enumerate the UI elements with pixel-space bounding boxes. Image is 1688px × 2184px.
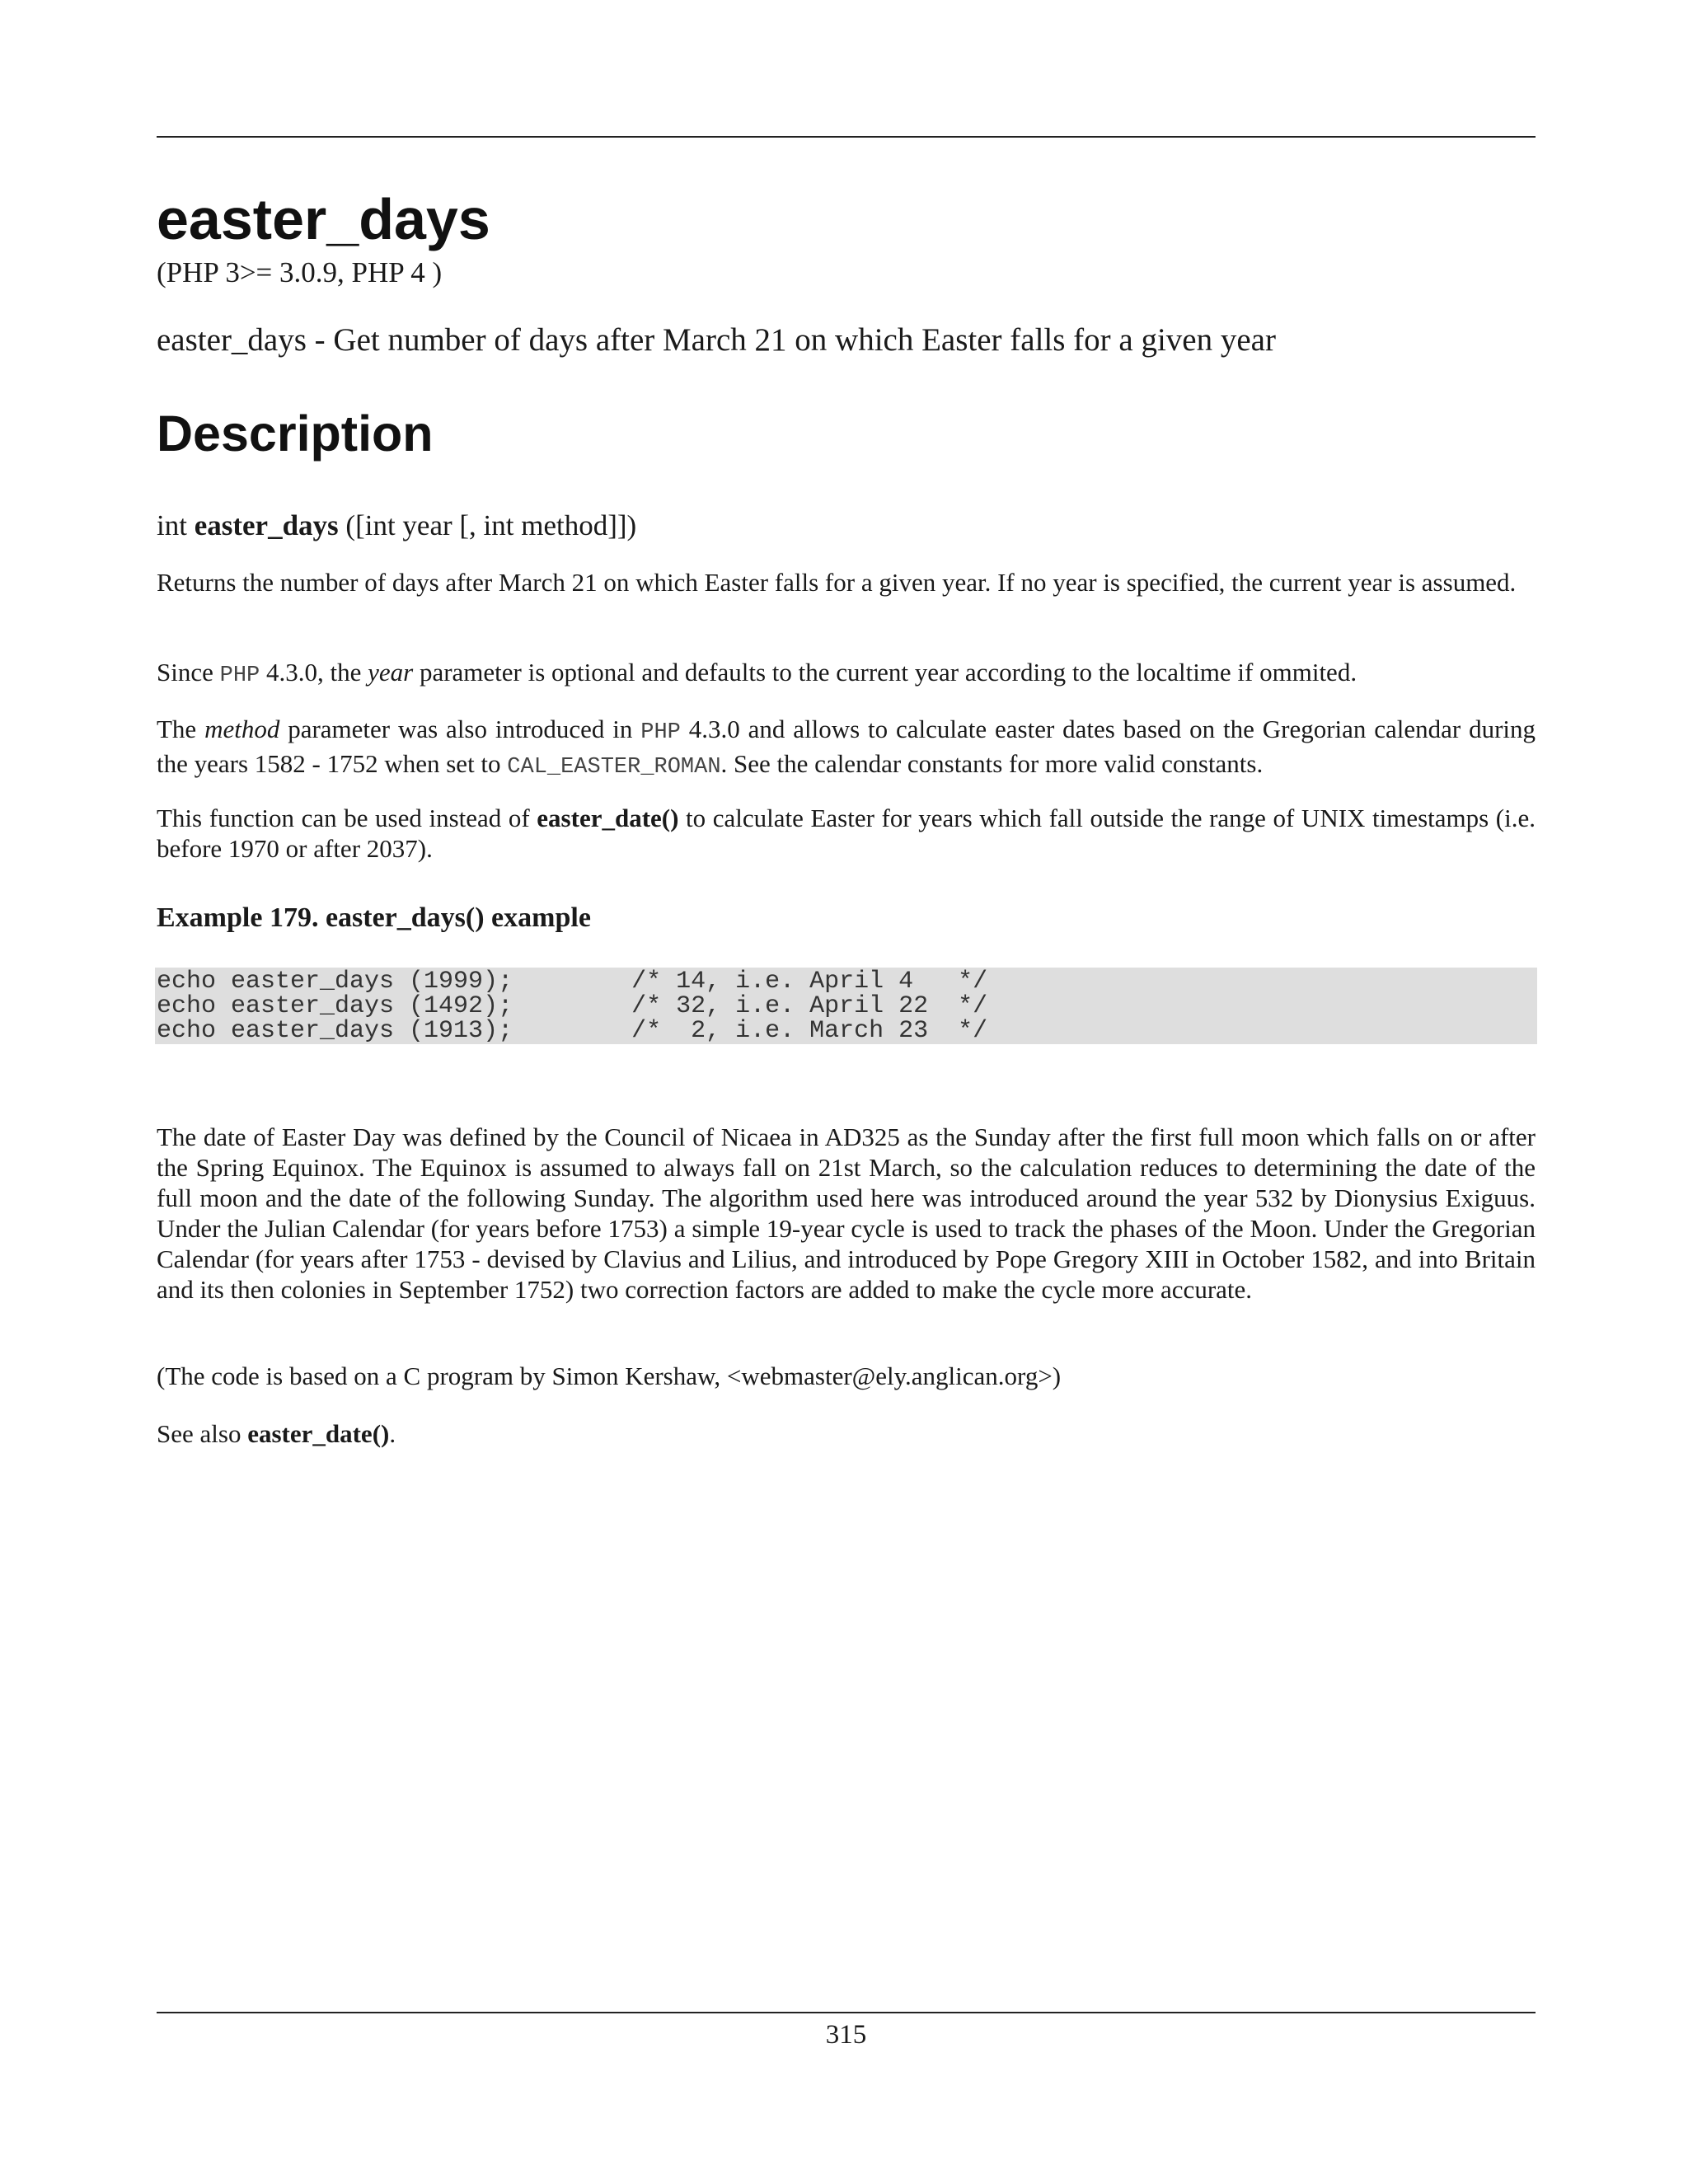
- code-example: [155, 968, 1537, 1044]
- function-title: easter_days: [157, 187, 490, 251]
- paragraph-see-also: See also easter_date().: [157, 1419, 396, 1448]
- code-line: echo easter_days (1999); /* 14, i.e. April 4 */: [157, 968, 988, 996]
- header-rule: [157, 136, 1536, 138]
- synopsis-params: ([int year [, int method]]): [345, 509, 637, 541]
- constant-cal-easter-roman: CAL_EASTER_ROMAN: [507, 755, 721, 780]
- code-line: echo easter_days (1492); /* 32, i.e. April 22 */: [157, 992, 988, 1020]
- paragraph-credit: (The code is based on a C program by Simon Kershaw, <webmaster@ely.anglican.org>): [157, 1361, 1062, 1390]
- description-heading: Description: [157, 405, 434, 462]
- paragraph-instead: This function can be used instead of easter_date() to calculate Easter for years which fall outside the range of UNIX timestamps (i.e. before 1970 or after 2037).: [157, 804, 1536, 863]
- php-acronym: PHP: [219, 663, 260, 688]
- function-link-easter-date: easter_date(): [247, 1419, 390, 1448]
- paragraph-since: Since PHP 4.3.0, the year parameter is optional and defaults to the current year according to the localtime if ommited.: [157, 658, 1357, 688]
- paragraph-easter-history: The date of Easter Day was defined by the Council of Nicaea in AD325 as the Sunday after the first full moon which falls on or after the Spring Equinox. The Equinox is assumed to always fall on 21st March, so the calculation reduces to determining the date of the full moon and the date of the following Sunday. The algorithm used here was introduced around the year 532 by Dionysius Exiguus. Under the Julian Calendar (for years before 1753) a simple 19-year cycle is used to track the phases of the Moon. Under the Gregorian Calendar (for years after 1753 - devised by Clavius and Lilius, and introduced by Pope Gregory XIII in October 1582, and into Britain and its then colonies in September 1752) two correction factors are added to make the cycle more accurate.: [157, 1122, 1536, 1304]
- synopsis-return-type: int: [157, 509, 187, 541]
- footer-rule: [157, 2012, 1536, 2013]
- function-synopsis: [157, 509, 636, 543]
- function-purpose: easter_days - Get number of days after March 21 on which Easter falls for a given year: [157, 322, 1276, 358]
- parameter-year: year: [368, 658, 414, 687]
- code-line: echo easter_days (1913); /* 2, i.e. March 23 */: [157, 1017, 988, 1045]
- example-title: Example 179. easter_days() example: [157, 902, 591, 933]
- php-acronym: PHP: [640, 720, 681, 745]
- function-link-easter-date: easter_date(): [537, 804, 679, 832]
- paragraph-method: The method parameter was also introduced in PHP 4.3.0 and allows to calculate easter dates based on the Gregorian calendar during the years 1582 - 1752 when set to CAL_EASTER_ROMAN. See the calendar constants for more valid constants.: [157, 715, 1536, 780]
- paragraph-returns: Returns the number of days after March 21 on which Easter falls for a given year. If no year is specified, the current year is assumed.: [157, 568, 1517, 597]
- version-info: (PHP 3>= 3.0.9, PHP 4 ): [157, 256, 443, 288]
- parameter-method: method: [204, 715, 280, 743]
- page-number: 315: [825, 2020, 867, 2050]
- synopsis-function-name: easter_days: [194, 509, 339, 541]
